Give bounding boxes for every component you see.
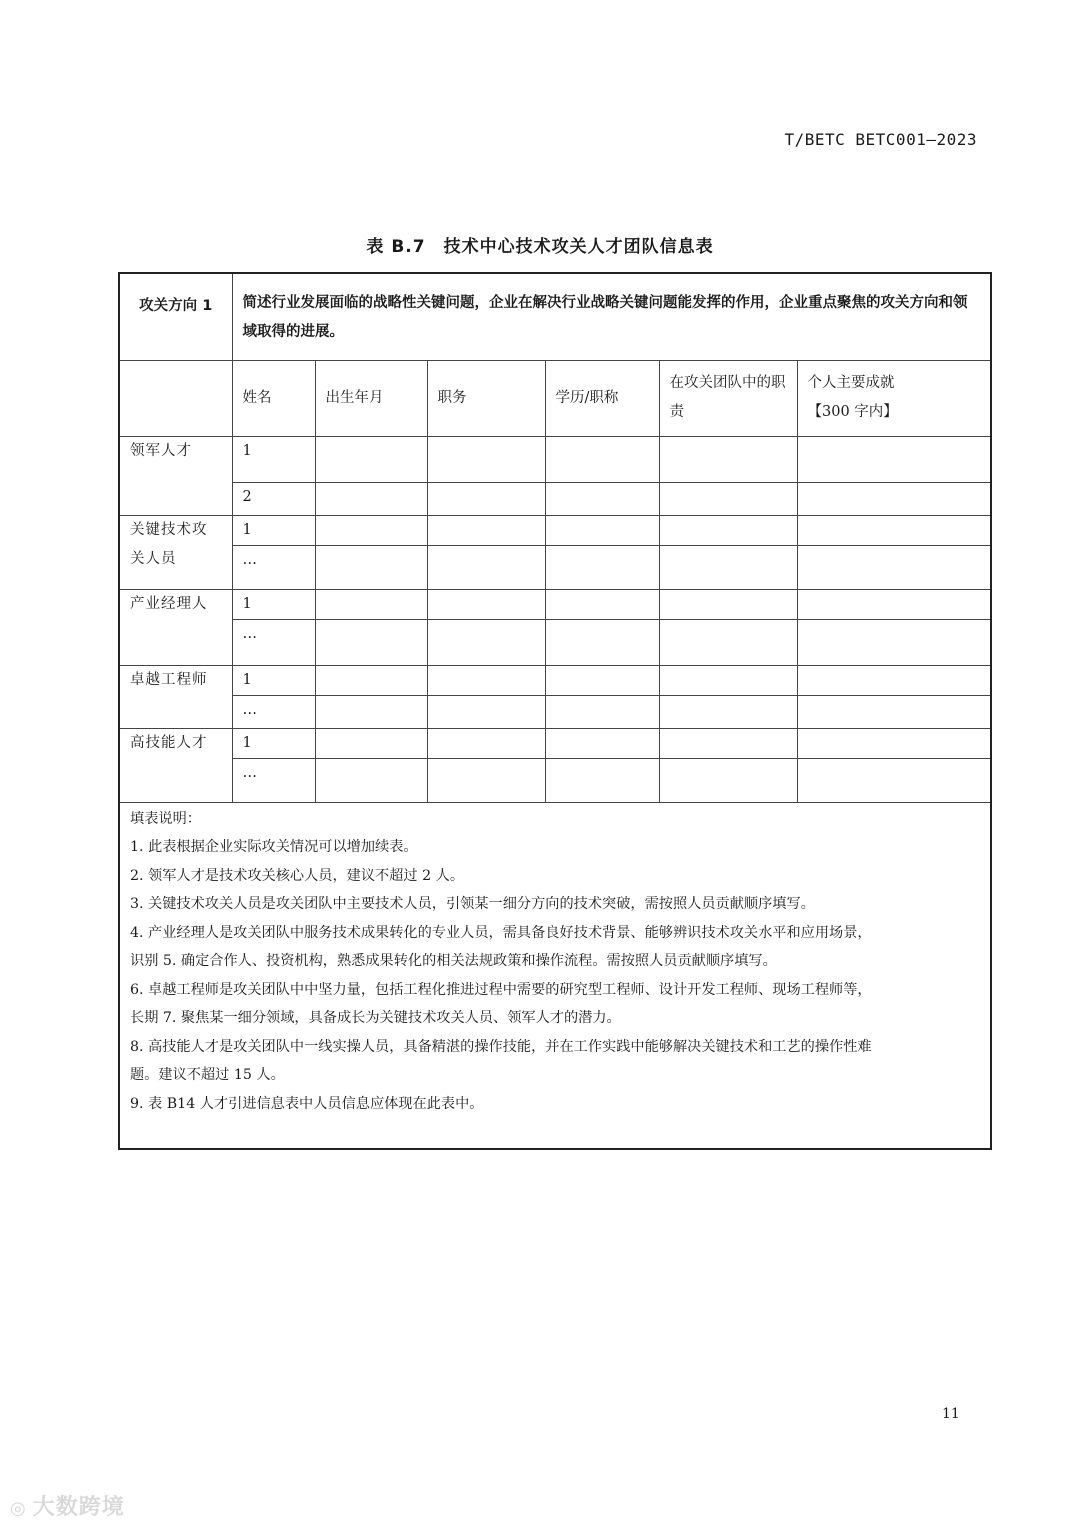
table-row (119, 589, 991, 619)
category-label: 卓越工程师 (119, 665, 232, 728)
table-title: 表 B.7 技术中心技术攻关人才团队信息表 (366, 237, 714, 257)
header-blank (119, 360, 232, 436)
row-number: 1 (232, 728, 315, 758)
col-birth: 出生年月 (315, 360, 427, 436)
note-line: 1. 此表根据企业实际攻关情况可以增加续表。 (130, 839, 418, 855)
table-row (119, 758, 991, 802)
watermark (10, 1490, 125, 1521)
page-number: 11 (942, 1406, 960, 1422)
direction-description: 简述行业发展面临的战略性关键问题，企业在解决行业战略关键问题能发挥的作用，企业重点聚焦的攻关方向和领域取得的进展。 (232, 273, 991, 360)
note-line: 8. 高技能人才是攻关团队中一线实操人员，具备精湛的操作技能，并在工作实践中能够解决关键技术和工艺的操作性难 (130, 1038, 872, 1055)
table-row (119, 728, 991, 758)
table-row (119, 619, 991, 665)
talent-team-table (118, 272, 992, 1150)
row-number: … (232, 545, 315, 589)
watermark-text: 大数跨境 (32, 1495, 125, 1520)
col-duty: 在攻关团队中的职责 (659, 360, 797, 436)
table-row (119, 515, 991, 545)
row-number: … (232, 619, 315, 665)
row-number: 1 (232, 665, 315, 695)
document-code: T/BETC BETC001—2023 (784, 130, 977, 149)
filling-instructions (119, 802, 991, 1149)
table-row (119, 545, 991, 589)
direction-label: 攻关方向 1 (119, 273, 232, 360)
row-number: … (232, 695, 315, 728)
row-number: 1 (232, 436, 315, 482)
category-label: 领军人才 (119, 436, 232, 515)
row-number: 1 (232, 515, 315, 545)
col-name: 姓名 (232, 360, 315, 436)
table-row (119, 695, 991, 728)
row-number: 1 (232, 589, 315, 619)
note-line: 9. 表 B14 人才引进信息表中人员信息应体现在此表中。 (130, 1095, 484, 1112)
col-achievement (797, 360, 991, 436)
note-line: 2. 领军人才是技术攻关核心人员，建议不超过 2 人。 (130, 867, 465, 884)
note-line: 识别 5. 确定合作人、投资机构，熟悉成果转化的相关法规政策和操作流程。需按照人员贡献顺序填写。 (130, 953, 777, 969)
note-line: 4. 产业经理人是攻关团队中服务技术成果转化的专业人员，需具备良好技术背景、能够辨识技术攻关水平和应用场景， (130, 924, 872, 941)
note-line: 3. 关键技术攻关人员是攻关团队中主要技术人员，引领某一细分方向的技术突破，需按照人员贡献顺序填写。 (130, 896, 815, 912)
col-achievement-line2: 【300 字内】 (807, 404, 898, 420)
category-label: 关键技术攻关人员 (119, 515, 232, 589)
col-position: 职务 (427, 360, 545, 436)
col-education: 学历/职称 (545, 360, 659, 436)
note-line: 题。建议不超过 15 人。 (130, 1067, 285, 1083)
table-row (119, 665, 991, 695)
col-achievement-line1: 个人主要成就 (807, 375, 895, 391)
category-label: 高技能人才 (119, 728, 232, 802)
table-row (119, 482, 991, 515)
table-row (119, 436, 991, 482)
category-label: 产业经理人 (119, 589, 232, 665)
row-number: … (232, 758, 315, 802)
direction-row (119, 273, 991, 360)
header-row (119, 360, 991, 436)
notes-title: 填表说明： (130, 810, 201, 827)
row-number: 2 (232, 482, 315, 515)
note-line: 6. 卓越工程师是攻关团队中中坚力量，包括工程化推进过程中需要的研究型工程师、设计开发工程师、现场工程师等， (130, 981, 872, 998)
watermark-logo-icon: ◎ (10, 1498, 27, 1519)
note-line: 长期 7. 聚焦某一细分领域，具备成长为关键技术攻关人员、领军人才的潜力。 (130, 1010, 621, 1026)
notes-row (119, 802, 991, 1149)
